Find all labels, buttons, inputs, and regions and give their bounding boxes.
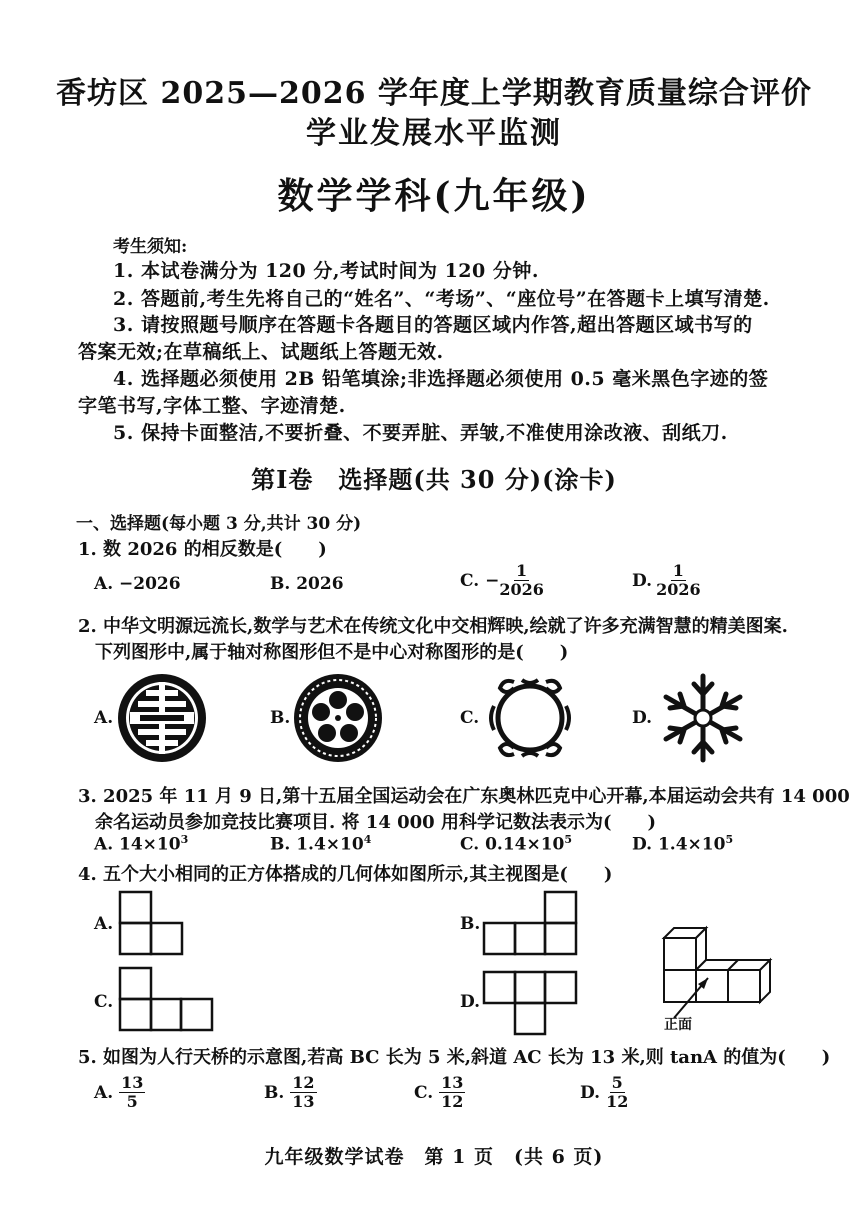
q2-option-c-label: C. bbox=[460, 708, 480, 728]
q3-option-d-exponent: 5 bbox=[725, 833, 734, 846]
q5-option-b bbox=[264, 1074, 317, 1112]
question-2-stem-line2: 下列图形中,属于轴对称图形但不是中心对称图形的是( ) bbox=[95, 642, 569, 663]
q4-option-a-view bbox=[118, 890, 184, 956]
question-3-stem-line1: 3. 2025 年 11 月 9 日,第十五届全国运动会在广东奥林匹克中心开幕,本届运动会共有 14 000 bbox=[78, 786, 850, 807]
q4-option-d-label: D. bbox=[460, 992, 481, 1012]
exam-subject: 数学学科(九年级) bbox=[277, 175, 591, 217]
page-footer: 九年级数学试卷 第 1 页 (共 6 页) bbox=[264, 1146, 604, 1168]
q3-option-b-base: B. 1.4×10 bbox=[270, 834, 364, 855]
exam-title-line1: 香坊区 2025—2026 学年度上学期教育质量综合评价 bbox=[56, 76, 812, 111]
q1-option-c bbox=[460, 562, 544, 600]
section-title: 第Ⅰ卷 选择题(共 30 分)(涂卡) bbox=[251, 465, 617, 494]
q5-option-b-fraction bbox=[290, 1074, 316, 1112]
notice-line: 字笔书写,字体工整、字迹清楚. bbox=[78, 395, 346, 417]
q1-option-d bbox=[632, 562, 701, 600]
q4-option-b-label: B. bbox=[460, 914, 481, 934]
q2-option-a-pattern bbox=[116, 672, 208, 764]
q3-option-b-exponent: 4 bbox=[363, 833, 372, 846]
question-3-stem-line2: 余名运动员参加竞技比赛项目. 将 14 000 用科学记数法表示为( ) bbox=[95, 812, 656, 833]
q4-front-label: 正面 bbox=[664, 1017, 692, 1033]
q2-option-c-pattern bbox=[484, 672, 576, 764]
q3-option-c bbox=[460, 833, 572, 855]
fraction-numerator: 13 bbox=[441, 1073, 464, 1092]
fraction-denominator: 2026 bbox=[656, 580, 701, 600]
q4-option-c-label: C. bbox=[94, 992, 114, 1012]
notice-line: 3. 请按照题号顺序在答题卡各题目的答题区域内作答,超出答题区域书写的 bbox=[113, 314, 753, 336]
fraction-numerator: 13 bbox=[121, 1073, 144, 1092]
q2-option-d-snowflake bbox=[656, 670, 750, 766]
q2-option-a-label: A. bbox=[94, 708, 114, 728]
q1-option-c-fraction bbox=[499, 562, 544, 600]
q5-option-d-fraction bbox=[606, 1074, 628, 1112]
notice-line: 5. 保持卡面整洁,不要折叠、不要弄脏、弄皱,不准使用涂改液、刮纸刀. bbox=[113, 422, 728, 444]
q5-option-d-label: D. bbox=[580, 1082, 601, 1103]
q2-option-d-label: D. bbox=[632, 708, 653, 728]
fraction-denominator: 13 bbox=[292, 1092, 315, 1112]
q4-option-a-label: A. bbox=[94, 914, 114, 934]
q5-option-b-label: B. bbox=[264, 1082, 285, 1103]
q2-option-b-label: B. bbox=[270, 708, 291, 728]
fraction-numerator: 1 bbox=[516, 561, 528, 580]
q4-option-b-view bbox=[482, 890, 578, 956]
q3-option-b bbox=[270, 833, 371, 855]
fraction-denominator: 12 bbox=[441, 1092, 464, 1112]
notice-line: 1. 本试卷满分为 120 分,考试时间为 120 分钟. bbox=[113, 260, 539, 282]
q5-option-c-fraction bbox=[439, 1074, 465, 1112]
q3-option-c-exponent: 5 bbox=[564, 833, 573, 846]
notice-line: 4. 选择题必须使用 2B 铅笔填涂;非选择题必须使用 0.5 毫米黑色字迹的签 bbox=[113, 368, 769, 390]
fraction-denominator: 2026 bbox=[499, 580, 544, 600]
q5-option-c bbox=[414, 1074, 465, 1112]
notice-line: 答案无效;在草稿纸上、试题纸上答题无效. bbox=[78, 341, 444, 363]
q5-option-a bbox=[94, 1074, 145, 1112]
q3-option-d-base: D. 1.4×10 bbox=[632, 834, 726, 855]
q1-option-b: B. 2026 bbox=[270, 574, 344, 594]
question-2-stem-line1: 2. 中华文明源远流长,数学与艺术在传统文化中交相辉映,绘就了许多充满智慧的精美图案. bbox=[78, 616, 788, 637]
q2-option-b-pattern bbox=[292, 672, 384, 764]
q3-option-a-exponent: 3 bbox=[180, 833, 189, 846]
question-5-stem: 5. 如图为人行天桥的示意图,若高 BC 长为 5 米,斜道 AC 长为 13 米,则 tanA 的值为( ) bbox=[78, 1047, 831, 1068]
q5-option-c-label: C. bbox=[414, 1082, 434, 1103]
fraction-numerator: 1 bbox=[672, 561, 684, 580]
notice-heading: 考生须知: bbox=[113, 237, 188, 257]
part-heading: 一、选择题(每小题 3 分,共计 30 分) bbox=[76, 514, 362, 534]
q5-option-a-label: A. bbox=[94, 1082, 114, 1103]
q3-option-c-base: C. 0.14×10 bbox=[460, 834, 565, 855]
q3-option-a-base: A. 14×10 bbox=[94, 834, 181, 855]
fraction-denominator: 5 bbox=[126, 1092, 138, 1112]
q4-solid-figure bbox=[660, 922, 770, 1022]
q1-option-d-label: D. bbox=[632, 570, 653, 591]
q4-option-c-view bbox=[118, 966, 214, 1032]
q1-option-c-label: C. − bbox=[460, 570, 500, 591]
q1-option-d-fraction bbox=[656, 562, 701, 600]
fraction-denominator: 12 bbox=[606, 1092, 629, 1112]
fraction-numerator: 5 bbox=[611, 1073, 623, 1092]
q5-option-d bbox=[580, 1074, 628, 1112]
exam-title-line2: 学业发展水平监测 bbox=[306, 116, 562, 151]
q1-option-a: A. −2026 bbox=[94, 574, 181, 594]
question-4-stem: 4. 五个大小相同的正方体搭成的几何体如图所示,其主视图是( ) bbox=[78, 864, 613, 885]
q3-option-d bbox=[632, 833, 733, 855]
fraction-numerator: 12 bbox=[292, 1073, 315, 1092]
q3-option-a bbox=[94, 833, 188, 855]
q4-option-d-view bbox=[482, 970, 578, 1036]
question-1-stem: 1. 数 2026 的相反数是( ) bbox=[78, 539, 327, 560]
q5-option-a-fraction bbox=[119, 1074, 145, 1112]
notice-line: 2. 答题前,考生先将自己的“姓名”、“考场”、“座位号”在答题卡上填写清楚. bbox=[113, 288, 770, 310]
